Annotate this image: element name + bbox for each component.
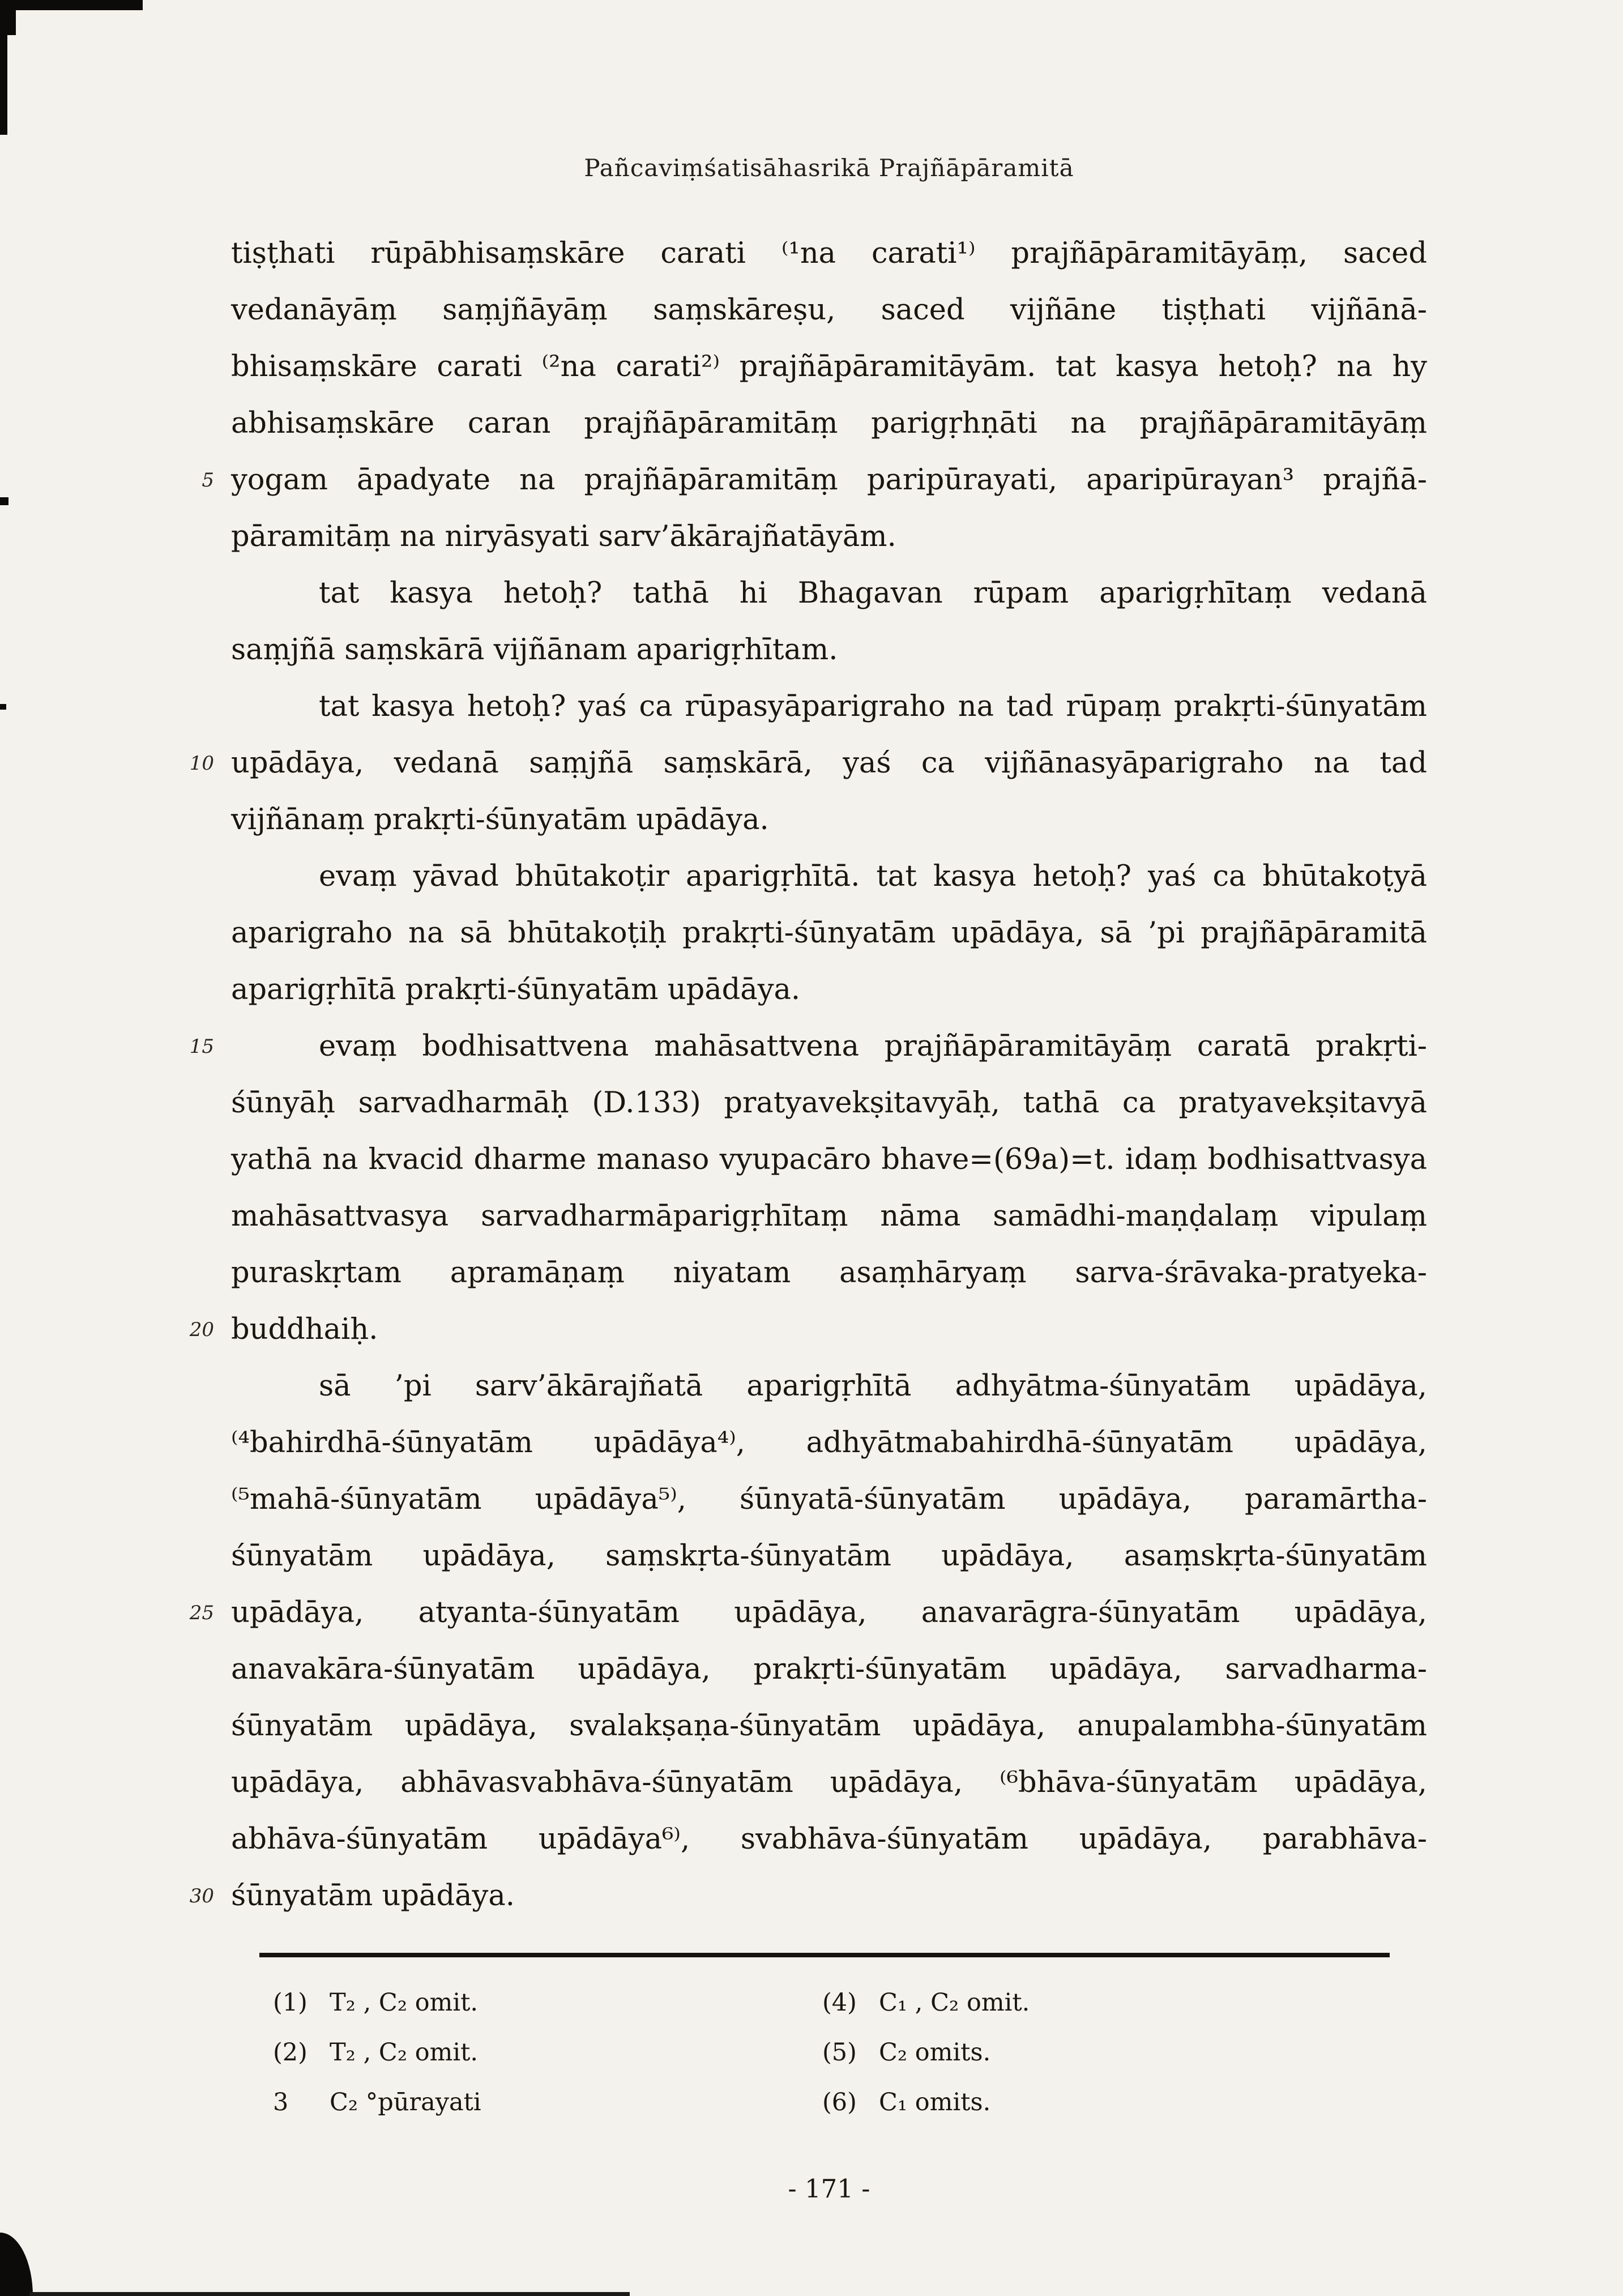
- text-line: upādāya, abhāvasvabhāva-śūnyatām upādāya, ⁽⁶bhāva-śūnyatām upādāya,: [231, 1766, 1427, 1799]
- text-line: mahāsattvasya sarvadharmāparigṛhītaṃ nāma samādhi-maṇḍalaṃ vipulaṃ: [231, 1200, 1427, 1233]
- footnote-label: (6): [822, 2088, 857, 2116]
- text-line: evaṃ bodhisattvena mahāsattvena prajñāpāramitāyāṃ caratā prakṛti-: [319, 1030, 1427, 1063]
- footnote-label: 3: [273, 2088, 289, 2116]
- margin-line-number-10: 10: [189, 752, 214, 775]
- scan-artifact-bottom-edge-line: [29, 2292, 630, 2296]
- footnote-column-right: [822, 1978, 1030, 2127]
- margin-line-number-20: 20: [189, 1318, 214, 1341]
- text-line: saṃjñā saṃskārā vijñānam aparigṛhītam.: [231, 633, 838, 667]
- text-line: tiṣṭhati rūpābhisaṃskāre carati ⁽¹na carati¹⁾ prajñāpāramitāyāṃ, saced: [231, 237, 1427, 270]
- footnote-label: (4): [822, 1988, 857, 2017]
- paragraph-3: [231, 678, 1427, 848]
- scan-artifact-left-edge-tick-2: [0, 704, 6, 710]
- footnote-5: [822, 2028, 1030, 2077]
- footnote-text: C₂ °pūrayati: [330, 2088, 481, 2116]
- text-line: evaṃ yāvad bhūtakoṭir aparigṛhītā. tat kasya hetoḥ? yaś ca bhūtakoṭyā: [319, 860, 1427, 893]
- text-line: upādāya, atyanta-śūnyatām upādāya, anavarāgra-śūnyatām upādāya,: [231, 1596, 1427, 1629]
- margin-line-number-25: 25: [189, 1602, 214, 1624]
- text-line: yogam āpadyate na prajñāpāramitāṃ paripūrayati, aparipūrayan³ prajñā-: [231, 463, 1427, 497]
- body-text: [231, 225, 1427, 1924]
- text-line: aparigraho na sā bhūtakoṭiḥ prakṛti-śūnyatām upādāya, sā ’pi prajñāpāramitā: [231, 916, 1427, 950]
- text-line: abhisaṃskāre caran prajñāpāramitāṃ parigṛhṇāti na prajñāpāramitāyāṃ: [231, 407, 1427, 440]
- scan-artifact-top-left-corner: [0, 0, 16, 35]
- footnote-3: [273, 2077, 481, 2127]
- text-line: anavakāra-śūnyatām upādāya, prakṛti-śūnyatām upādāya, sarvadharma-: [231, 1653, 1427, 1686]
- text-line: aparigṛhītā prakṛti-śūnyatām upādāya.: [231, 973, 801, 1006]
- footnote-text: C₂ omits.: [879, 2038, 991, 2067]
- footnote-text: T₂ , C₂ omit.: [330, 1988, 479, 2017]
- text-line: yathā na kvacid dharme manaso vyupacāro bhave=(69a)=t. idaṃ bodhisattvasya: [231, 1143, 1427, 1176]
- margin-line-number-5: 5: [202, 469, 214, 492]
- footnote-2: [273, 2028, 481, 2077]
- page-number: - 171 -: [788, 2174, 870, 2204]
- text-line: śūnyatām upādāya, saṃskṛta-śūnyatām upādāya, asaṃskṛta-śūnyatām: [231, 1539, 1427, 1573]
- text-line: buddhaiḥ.: [231, 1313, 378, 1346]
- footnote-label: (5): [822, 2038, 857, 2067]
- footnote-rule: [259, 1953, 1390, 1957]
- paragraph-6: [231, 1358, 1427, 1924]
- footnote-text: C₁ omits.: [879, 2088, 991, 2116]
- scan-artifact-left-edge-tick-1: [0, 497, 8, 505]
- scan-artifact-top-left-horizontal: [0, 0, 143, 10]
- margin-line-number-15: 15: [189, 1035, 214, 1058]
- text-line: śūnyāḥ sarvadharmāḥ (D.133) pratyavekṣitavyāḥ, tathā ca pratyavekṣitavyā: [231, 1086, 1427, 1120]
- paragraph-2: [231, 565, 1427, 678]
- paragraph-4: [231, 848, 1427, 1018]
- margin-line-number-30: 30: [189, 1885, 214, 1907]
- text-line: upādāya, vedanā saṃjñā saṃskārā, yaś ca vijñānasyāparigraho na tad: [231, 746, 1427, 780]
- running-header: Pañcaviṃśatisāhasrikā Prajñāpāramitā: [584, 154, 1074, 182]
- text-line: bhisaṃskāre carati ⁽²na carati²⁾ prajñāpāramitāyām. tat kasya hetoḥ? na hy: [231, 350, 1427, 383]
- footnote-text: C₁ , C₂ omit.: [879, 1988, 1030, 2017]
- paragraph-5: [231, 1018, 1427, 1358]
- text-line: ⁽⁵mahā-śūnyatām upādāya⁵⁾, śūnyatā-śūnyatām upādāya, paramārtha-: [231, 1483, 1427, 1516]
- footnote-1: [273, 1978, 481, 2028]
- text-line: pāramitāṃ na niryāsyati sarv’ākārajñatāyām.: [231, 520, 896, 553]
- text-line: śūnyatām upādāya.: [231, 1879, 515, 1913]
- text-line: vedanāyāṃ saṃjñāyāṃ saṃskāreṣu, saced vijñāne tiṣṭhati vijñānā-: [231, 293, 1427, 327]
- footnote-6: [822, 2077, 1030, 2127]
- text-line: tat kasya hetoḥ? yaś ca rūpasyāparigraho na tad rūpaṃ prakṛti-śūnyatām: [319, 690, 1427, 723]
- text-line: sā ’pi sarv’ākārajñatā aparigṛhītā adhyātma-śūnyatām upādāya,: [319, 1369, 1427, 1403]
- footnote-4: [822, 1978, 1030, 2028]
- text-line: tat kasya hetoḥ? tathā hi Bhagavan rūpam aparigṛhītaṃ vedanā: [319, 577, 1427, 610]
- text-line: vijñānaṃ prakṛti-śūnyatām upādāya.: [231, 803, 769, 837]
- text-line: puraskṛtam apramāṇaṃ niyatam asaṃhāryaṃ sarva-śrāvaka-pratyeka-: [231, 1256, 1427, 1290]
- text-line: śūnyatām upādāya, svalakṣaṇa-śūnyatām upādāya, anupalambha-śūnyatām: [231, 1709, 1427, 1743]
- text-line: abhāva-śūnyatām upādāya⁶⁾, svabhāva-śūnyatām upādāya, parabhāva-: [231, 1823, 1427, 1856]
- paragraph-1: [231, 225, 1427, 565]
- footnote-column-left: [273, 1978, 481, 2127]
- footnote-label: (2): [273, 2038, 307, 2067]
- scan-artifact-bottom-left-blob: [0, 2233, 33, 2296]
- text-line: ⁽⁴bahirdhā-śūnyatām upādāya⁴⁾, adhyātmabahirdhā-śūnyatām upādāya,: [231, 1426, 1427, 1459]
- footnote-label: (1): [273, 1988, 307, 2017]
- footnote-text: T₂ , C₂ omit.: [330, 2038, 479, 2067]
